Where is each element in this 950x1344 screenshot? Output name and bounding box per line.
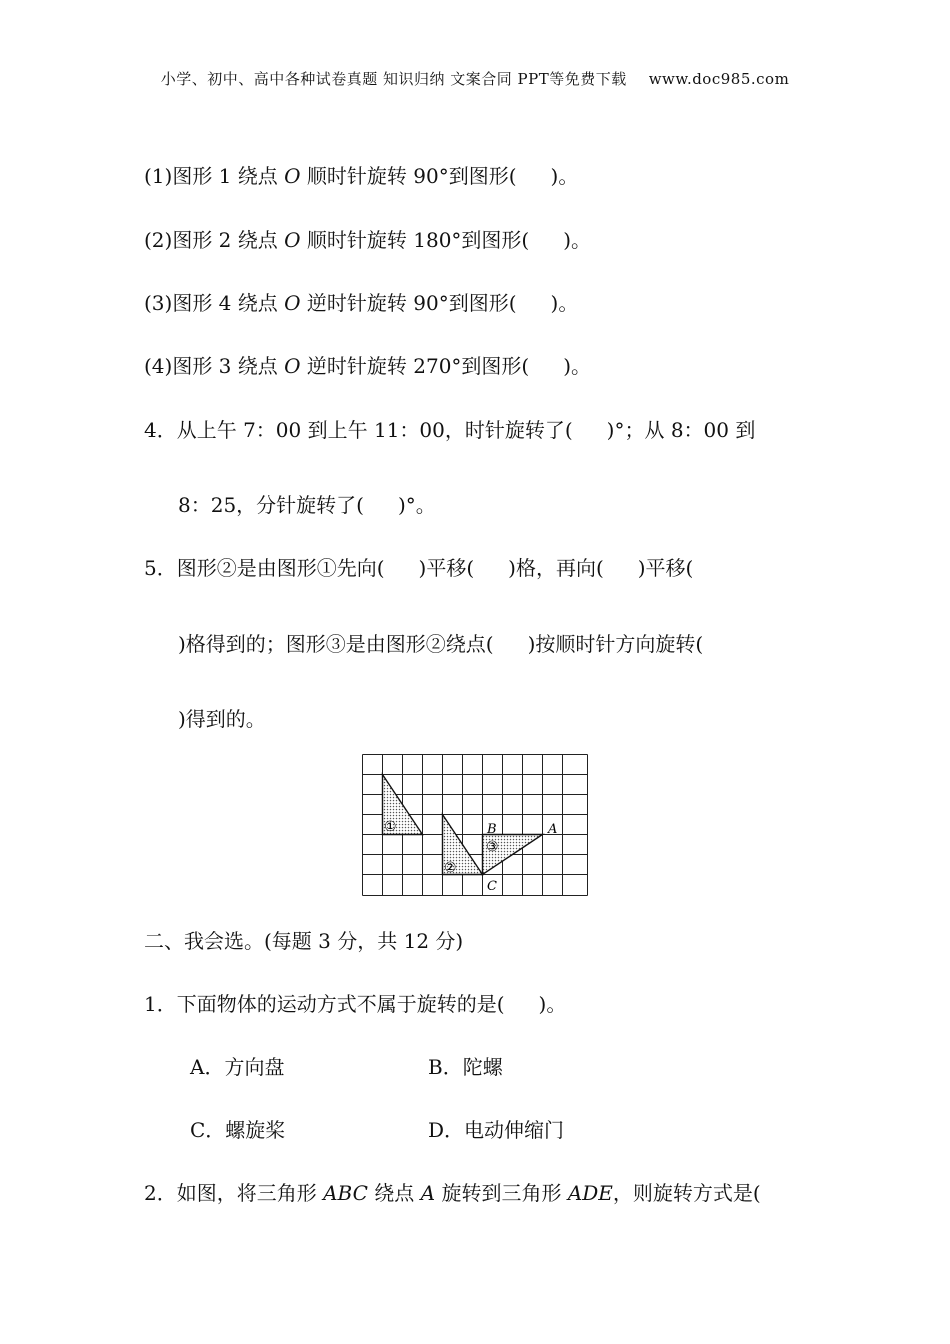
s2-q1-option-a: A．方向盘 bbox=[190, 1055, 285, 1079]
s2-q2-stem: 2．如图，将三角形 ABC 绕点 A 旋转到三角形 ADE，则旋转方式是( bbox=[144, 1181, 761, 1205]
q3-item-2: (2)图形 2 绕点 O 顺时针旋转 180°到图形( )。 bbox=[144, 228, 592, 252]
point-b: B bbox=[487, 822, 497, 837]
s2-q1-option-b: B．陀螺 bbox=[428, 1055, 503, 1079]
label-3: ③ bbox=[486, 839, 499, 855]
header-text: 小学、初中、高中各种试卷真题 知识归纳 文案合同 PPT等免费下载 bbox=[160, 70, 627, 88]
page-header bbox=[0, 68, 950, 89]
label-2: ② bbox=[444, 860, 457, 876]
q3-item-4: (4)图形 3 绕点 O 逆时针旋转 270°到图形( )。 bbox=[144, 354, 592, 378]
q3-item-3: (3)图形 4 绕点 O 逆时针旋转 90°到图形( )。 bbox=[144, 291, 579, 315]
q5-line-1: 5．图形②是由图形①先向( )平移( )格，再向( )平移( bbox=[144, 556, 694, 580]
q4-line-2: 8：25，分针旋转了( )°。 bbox=[178, 493, 436, 517]
q5-line-2: )格得到的；图形③是由图形②绕点( )按顺时针方向旋转( bbox=[178, 632, 704, 656]
grid-figure-svg bbox=[362, 754, 588, 898]
q3-item-1: (1)图形 1 绕点 O 顺时针旋转 90°到图形( )。 bbox=[144, 164, 579, 188]
label-1: ① bbox=[384, 819, 397, 835]
header-site: www.doc985.com bbox=[648, 70, 790, 88]
s2-q1-option-d: D．电动伸缩门 bbox=[428, 1118, 565, 1142]
s2-q1-option-c: C．螺旋桨 bbox=[190, 1118, 286, 1142]
point-c: C bbox=[487, 879, 497, 894]
s2-q1-stem: 1．下面物体的运动方式不属于旋转的是( )。 bbox=[144, 992, 567, 1016]
q4-line-1: 4．从上午 7：00 到上午 11：00，时针旋转了( )°；从 8：00 到 bbox=[144, 418, 756, 442]
grid-figure bbox=[362, 754, 588, 902]
point-a: A bbox=[548, 822, 558, 837]
section2-title: 二、我会选。(每题 3 分，共 12 分) bbox=[144, 929, 464, 953]
q5-line-3: )得到的。 bbox=[178, 707, 266, 731]
